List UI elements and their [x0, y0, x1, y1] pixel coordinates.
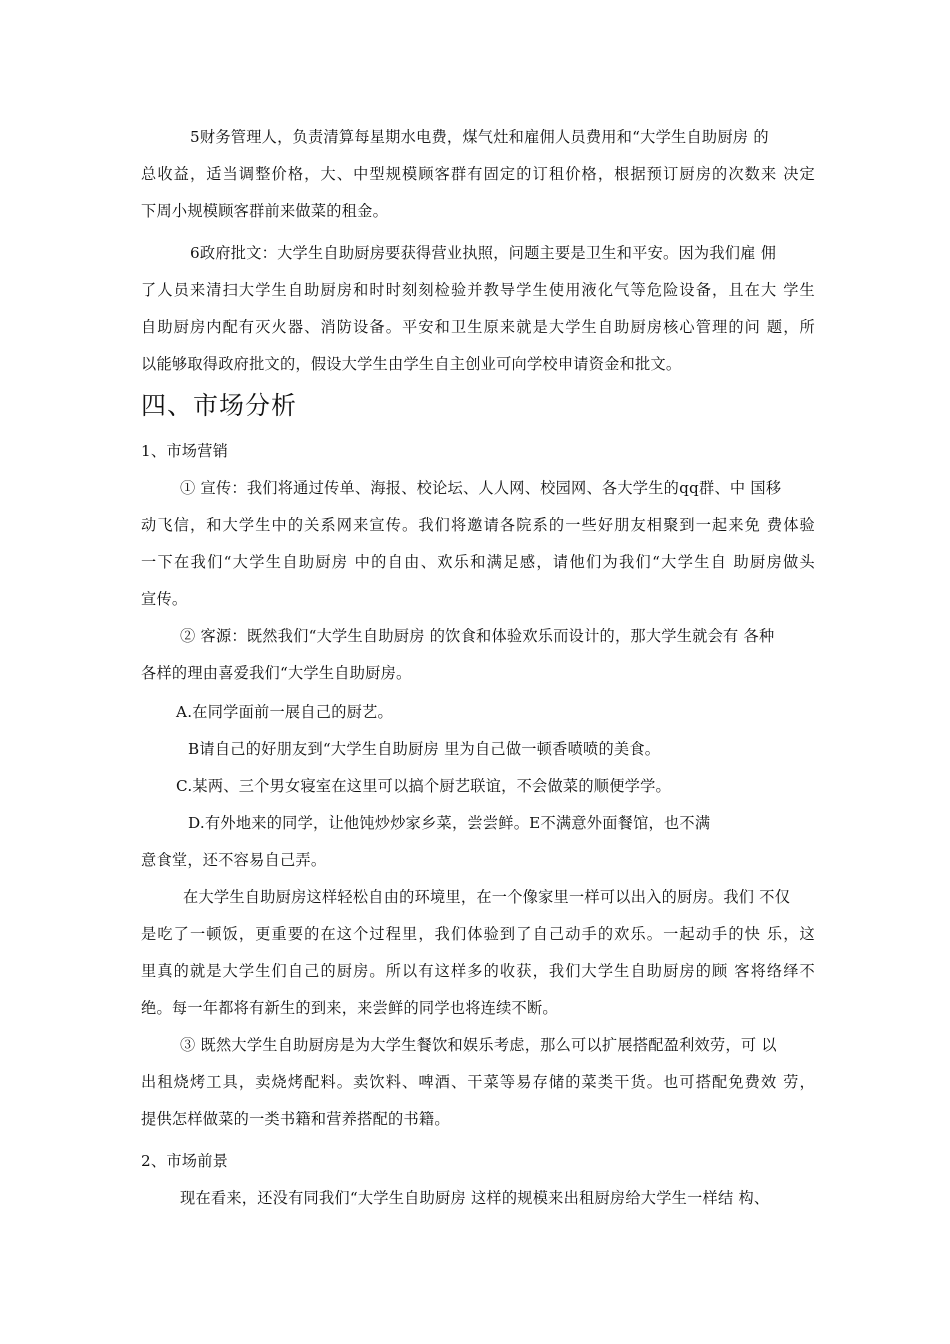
- paragraph-line: 在大学生自助厨房这样轻松自由的环境里，在一个像家里一样可以出入的厨房。我们 不仅: [183, 888, 791, 906]
- subsection-heading: 1、市场营销: [141, 442, 229, 460]
- paragraph-line: ① 宣传：我们将通过传单、海报、校论坛、人人网、校园网、各大学生的qq群、中 国移: [180, 479, 782, 497]
- paragraph-line: 现在看来，还没有同我们“大学生自助厨房 这样的规模来出租厨房给大学生一样结 构、: [180, 1189, 770, 1207]
- paragraph-line: 各样的理由喜爱我们“大学生自助厨房。: [141, 664, 412, 682]
- paragraph-line: 提供怎样做菜的一类书籍和营养搭配的书籍。: [141, 1110, 450, 1128]
- paragraph-line: 宣传。: [141, 590, 188, 608]
- paragraph-line: 6政府批文：大学生自助厨房要获得营业执照，问题主要是卫生和平安。因为我们雇 佣: [190, 244, 777, 262]
- paragraph-line: 了人员来清扫大学生自助厨房和时时刻刻检验并教导学生使用液化气等危险设备，且在大 学生: [141, 281, 815, 299]
- paragraph-line: 出租烧烤工具，卖烧烤配料。卖饮料、啤酒、干菜等易存储的菜类干货。也可搭配免费效 劳，: [141, 1073, 815, 1091]
- section-heading: 四、市场分析: [141, 391, 298, 420]
- list-item: A.在同学面前一展自己的厨艺。: [176, 703, 393, 721]
- paragraph-line: 以能够取得政府批文的，假设大学生由学生自主创业可向学校申请资金和批文。: [141, 355, 682, 373]
- paragraph-line: 一下在我们“大学生自助厨房 中的自由、欢乐和满足感，请他们为我们“大学生自 助厨房做头: [141, 553, 815, 571]
- paragraph-line: 绝。每一年都将有新生的到来，来尝鲜的同学也将连续不断。: [141, 999, 558, 1017]
- list-item: C.某两、三个男女寝室在这里可以搞个厨艺联谊，不会做菜的顺便学学。: [176, 777, 671, 795]
- paragraph-line: 动飞信，和大学生中的关系网来宣传。我们将邀请各院系的一些好朋友相聚到一起来免 费体验: [141, 516, 815, 534]
- list-item: B请自己的好朋友到“大学生自助厨房 里为自己做一顿香喷喷的美食。: [188, 740, 661, 758]
- paragraph-line: ③ 既然大学生自助厨房是为大学生餐饮和娱乐考虑，那么可以扩展搭配盈利效劳，可 以: [180, 1036, 777, 1054]
- paragraph-line: 总收益，适当调整价格，大、中型规模顾客群有固定的订租价格，根据预订厨房的次数来 决定: [141, 165, 815, 183]
- paragraph-line: 自助厨房内配有灭火器、消防设备。平安和卫生原来就是大学生自助厨房核心管理的问 题，所: [141, 318, 815, 336]
- subsection-heading: 2、市场前景: [141, 1152, 229, 1170]
- paragraph-line: 下周小规模顾客群前来做菜的租金。: [141, 202, 388, 220]
- list-item: D.有外地来的同学，让他饨炒炒家乡菜，尝尝鲜。E不满意外面餐馆，也不满: [188, 814, 711, 832]
- paragraph-line: 5财务管理人，负责清算每星期水电费，煤气灶和雇佣人员费用和“大学生自助厨房 的: [190, 128, 769, 146]
- list-item: 意食堂，还不容易自己弄。: [141, 851, 327, 869]
- paragraph-line: ② 客源：既然我们“大学生自助厨房 的饮食和体验欢乐而设计的，那大学生就会有 各种: [180, 627, 775, 645]
- paragraph-line: 里真的就是大学生们自己的厨房。所以有这样多的收获，我们大学生自助厨房的顾 客将络绎不: [141, 962, 815, 980]
- paragraph-line: 是吃了一顿饭，更重要的在这个过程里，我们体验到了自己动手的欢乐。一起动手的快 乐，这: [141, 925, 815, 943]
